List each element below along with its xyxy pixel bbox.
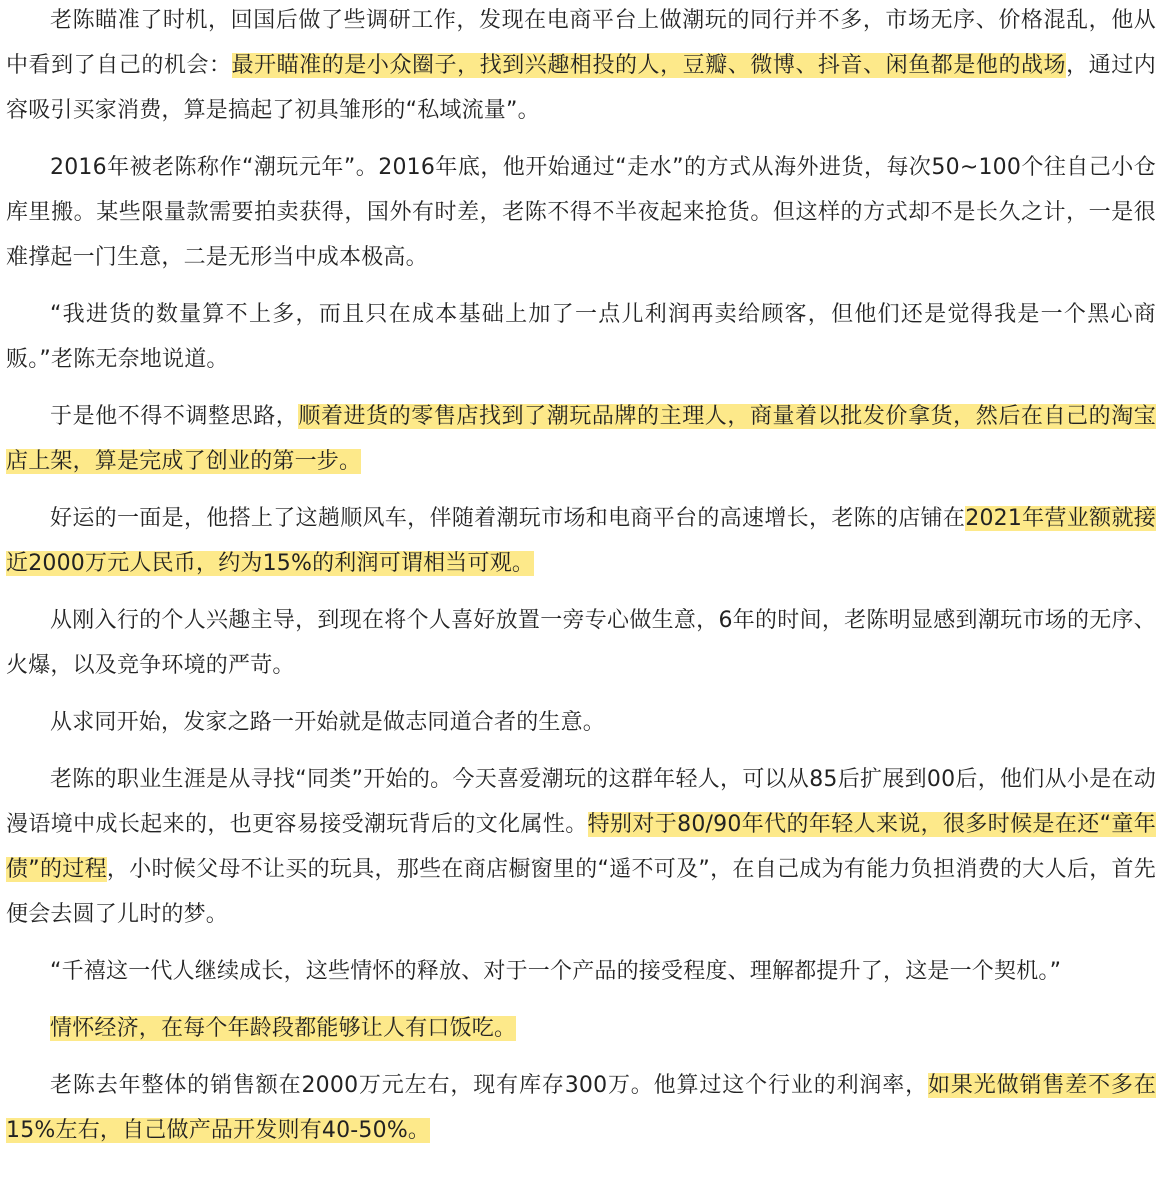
paragraph-1-highlight: 最开瞄准的是小众圈子，找到兴趣相投的人，豆瓣、微博、抖音、闲鱼都是他的战场	[231, 53, 1067, 78]
paragraph-3	[6, 292, 1156, 382]
paragraph-1	[6, 0, 1156, 133]
paragraph-6-text: 从刚入行的个人兴趣主导，到现在将个人喜好放置一旁专心做生意，6年的时间，老陈明显感到潮玩市场的无序、火爆，以及竞争环境的严苛。	[6, 608, 1156, 678]
paragraph-11-text: 老陈去年整体的销售额在2000万元左右，现有库存300万。他算过这个行业的利润率，	[50, 1073, 929, 1098]
paragraph-5-highlight: 2021年营业额就接近2000万元人民币，约为15%的利润可谓相当可观。	[6, 506, 1156, 576]
paragraph-7	[6, 700, 1156, 745]
paragraph-2-text: 2016年被老陈称作“潮玩元年”。2016年底，他开始通过“走水”的方式从海外进货，每次50~100个往自己小仓库里搬。某些限量款需要拍卖获得，国外有时差，老陈不得不半夜起来抢货。但这样的方式却不是长久之计，一是很难撑起一门生意，二是无形当中成本极高。	[6, 155, 1156, 270]
paragraph-1-text-2: ，通过内容吸引买家消费，算是搞起了初具雏形的“私域流量”。	[6, 53, 1156, 123]
paragraph-4-highlight: 顺着进货的零售店找到了潮玩品牌的主理人，商量着以批发价拿货，然后在自己的淘宝店上架，算是完成了创业的第一步。	[6, 404, 1156, 474]
paragraph-8	[6, 757, 1156, 937]
paragraph-4-text: 于是他不得不调整思路，	[50, 404, 299, 429]
paragraph-9-text: “千禧这一代人继续成长，这些情怀的释放、对于一个产品的接受程度、理解都提升了，这是一个契机。”	[50, 959, 1062, 984]
paragraph-10	[6, 1006, 1156, 1051]
paragraph-5-text: 好运的一面是，他搭上了这趟顺风车，伴随着潮玩市场和电商平台的高速增长，老陈的店铺在	[50, 506, 966, 531]
paragraph-10-highlight: 情怀经济，在每个年龄段都能够让人有口饭吃。	[50, 1016, 517, 1041]
paragraph-11-highlight: 如果光做销售差不多在15%左右，自己做产品开发则有40-50%。	[6, 1073, 1156, 1143]
paragraph-2	[6, 145, 1156, 280]
paragraph-8-text-2: ，小时候父母不让买的玩具，那些在商店橱窗里的“遥不可及”，在自己成为有能力负担消费的大人后，首先便会去圆了儿时的梦。	[6, 857, 1156, 927]
paragraph-5	[6, 496, 1156, 586]
paragraph-8-highlight: 特别对于80/90年代的年轻人来说，很多时候是在还“童年债”的过程	[6, 812, 1156, 882]
paragraph-4	[6, 394, 1156, 484]
paragraph-1-text-1: 老陈瞄准了时机，回国后做了些调研工作，发现在电商平台上做潮玩的同行并不多，市场无序、价格混乱，他从中看到了自己的机会：	[6, 8, 1156, 78]
paragraph-3-text: “我进货的数量算不上多，而且只在成本基础上加了一点儿利润再卖给顾客，但他们还是觉得我是一个黑心商贩。”老陈无奈地说道。	[6, 302, 1156, 372]
paragraph-6	[6, 598, 1156, 688]
paragraph-7-text: 从求同开始，发家之路一开始就是做志同道合者的生意。	[50, 710, 606, 735]
paragraph-11	[6, 1063, 1156, 1153]
paragraph-8-text-1: 老陈的职业生涯是从寻找“同类”开始的。今天喜爱潮玩的这群年轻人，可以从85后扩展到00后，他们从小是在动漫语境中成长起来的，也更容易接受潮玩背后的文化属性。	[6, 767, 1156, 837]
paragraph-9	[6, 949, 1156, 994]
